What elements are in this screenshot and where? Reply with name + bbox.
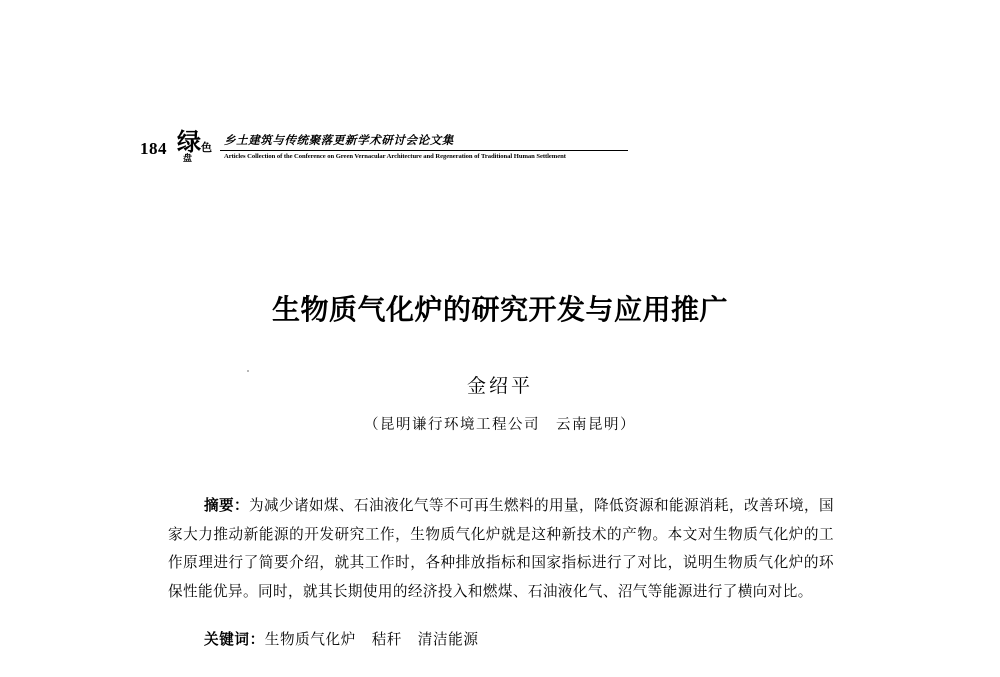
journal-logo xyxy=(177,127,221,166)
abstract-label: 摘要： xyxy=(204,497,249,514)
series-title-en: Articles Collection of the Conference on Green Vernacular Architecture and Regeneration of Traditional Human Settlement xyxy=(224,153,566,160)
logo-main-glyph: 绿 xyxy=(177,127,201,156)
keyword-item: 秸秆 xyxy=(371,631,403,648)
logo-sub-glyph-bottom: 盘 xyxy=(183,154,193,164)
page-number: 184 xyxy=(140,139,167,158)
keywords-label: 关键词： xyxy=(204,631,265,648)
running-header xyxy=(120,128,630,168)
abstract-text: 为减少诸如煤、石油液化气等不可再生燃料的用量，降低资源和能源消耗，改善环境，国家大力推动新能源的开发研究工作，生物质气化炉就是这种新技术的产物。本文对生物质气化炉的工作原理进行了简要介绍，就其工作时，各种排放指标和国家指标进行了对比，说明生物质气化炉的环保性能优异。同时，就其长期使用的经济投入和燃煤、石油液化气、沼气等能源进行了横向对比。 xyxy=(168,497,834,600)
author-name: 金绍平 xyxy=(466,375,533,397)
keyword-item: 清洁能源 xyxy=(417,631,479,648)
logo-sub-glyph-top: 色 xyxy=(201,141,212,154)
author-affiliation: （昆明谦行环境工程公司 云南昆明） xyxy=(364,417,636,433)
keyword-item: 生物质气化炉 xyxy=(264,631,356,648)
header-divider xyxy=(220,150,628,151)
series-title-zh: 乡土建筑与传统聚落更新学术研讨会论文集 xyxy=(224,133,454,147)
keywords xyxy=(204,629,479,651)
abstract xyxy=(168,492,834,606)
paper-title: 生物质气化炉的研究开发与应用推广 xyxy=(271,293,728,326)
